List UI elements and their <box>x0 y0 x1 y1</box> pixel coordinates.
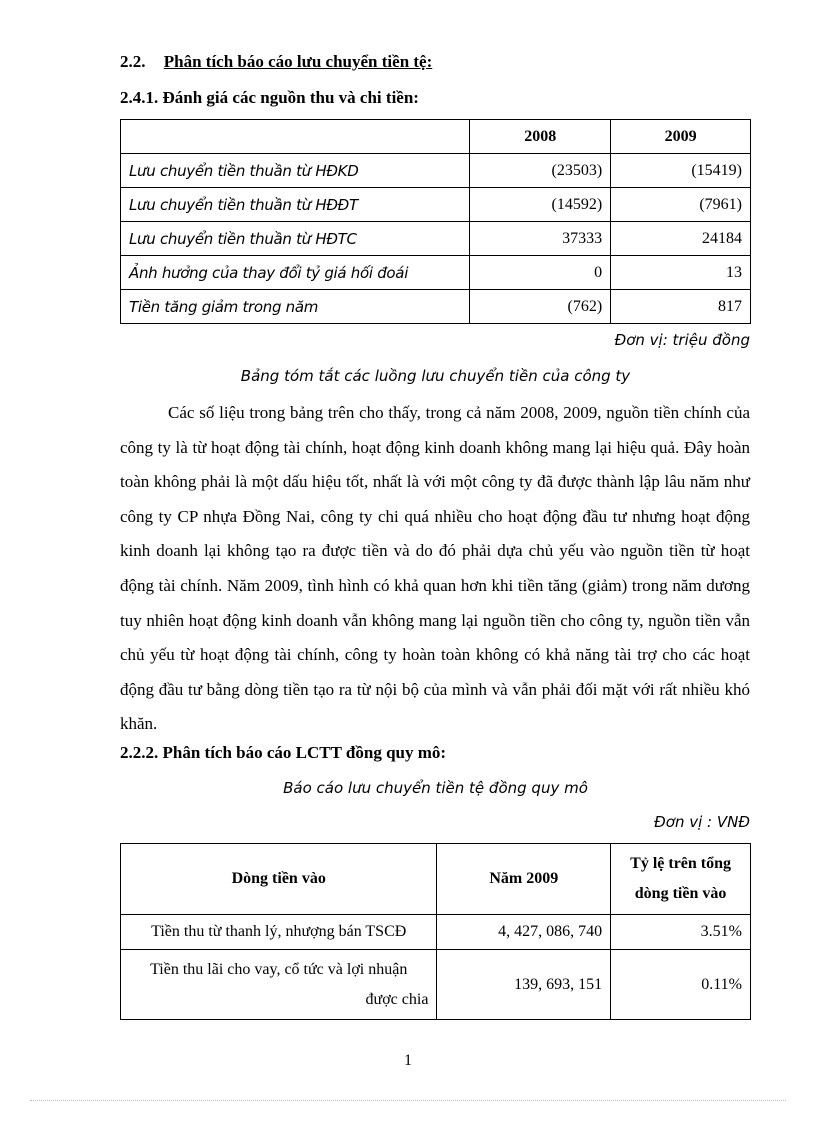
table-header-row <box>121 120 751 154</box>
row-label: Lưu chuyển tiền thuần từ HĐĐT <box>121 188 470 222</box>
row-label: Tiền tăng giảm trong năm <box>121 290 470 324</box>
ratio: 3.51% <box>611 915 751 950</box>
value-2008: (762) <box>470 290 611 324</box>
section-heading <box>120 52 432 72</box>
ratio: 0.11% <box>611 950 751 1020</box>
value-2008: 37333 <box>470 222 611 256</box>
table-row <box>121 950 751 1020</box>
row-label <box>121 950 437 1020</box>
subsection-heading-1: 2.4.1. Đánh giá các nguồn thu và chi tiền: <box>120 88 419 107</box>
header-line: Tỷ lệ trên tổng <box>630 855 732 872</box>
table2-caption: Báo cáo lưu chuyển tiền tệ đồng quy mô <box>283 779 588 797</box>
value-2009: 139, 693, 151 <box>437 950 611 1020</box>
value-2009: (7961) <box>611 188 751 222</box>
table-row <box>121 256 751 290</box>
table1-unit: Đơn vị: triệu đồng <box>614 331 750 349</box>
table-row <box>121 222 751 256</box>
table-header-row <box>121 844 751 915</box>
value-2008: 0 <box>470 256 611 290</box>
table-row <box>121 290 751 324</box>
row-label: Lưu chuyển tiền thuần từ HĐKD <box>121 154 470 188</box>
table-header-cell <box>611 844 751 915</box>
table-row <box>121 188 751 222</box>
value-2009: 4, 427, 086, 740 <box>437 915 611 950</box>
page-number: 1 <box>404 1052 412 1069</box>
table-row <box>121 915 751 950</box>
value-2009: 817 <box>611 290 751 324</box>
paragraph-text: Các số liệu trong bảng trên cho thấy, trong cả năm 2008, 2009, nguồn tiền chính của công ty là từ hoạt động tài chính, hoạt động kinh doanh không mang lại hiệu quả. Đây hoàn toàn không phải là một dấu hiệu tốt, nhất là với một công ty đã được thành lập lâu năm như công ty CP nhựa Đồng Nai, công ty chi quá nhiều cho hoạt động đầu tư nhưng hoạt động kinh doanh lại không tạo ra được tiền và do đó phải dựa chủ yếu vào nguồn tiền từ hoạt động tài chính. Năm 2009, tình hình có khả quan hơn khi tiền tăng (giảm) trong năm dương tuy nhiên hoạt động kinh doanh vẫn không mang lại nguồn tiền cho công ty, nguồn tiền vẫn chủ yếu từ hoạt động tài chính, công ty hoàn toàn không có khả năng tài trợ cho các hoạt động đầu tư bằng dòng tiền tạo ra từ nội bộ của mình và vẫn phải đối mặt với rất nhiều khó khăn. <box>120 403 750 734</box>
table-header-cell: 2009 <box>611 120 751 154</box>
value-2008: (14592) <box>470 188 611 222</box>
footer-divider <box>30 1100 786 1101</box>
row-label: Tiền thu từ thanh lý, nhượng bán TSCĐ <box>121 915 437 950</box>
value-2009: 24184 <box>611 222 751 256</box>
row-label: Lưu chuyển tiền thuần từ HĐTC <box>121 222 470 256</box>
analysis-paragraph <box>120 396 750 742</box>
value-2008: (23503) <box>470 154 611 188</box>
subsection-heading-2: 2.2.2. Phân tích báo cáo LCTT đồng quy mô: <box>120 743 447 762</box>
table-header-cell <box>121 120 470 154</box>
table-row <box>121 154 751 188</box>
row-label-line: được chia <box>365 990 429 1008</box>
section-title: Phân tích báo cáo lưu chuyển tiền tệ: <box>163 52 433 71</box>
value-2009: 13 <box>611 256 751 290</box>
header-line: dòng tiền vào <box>634 885 727 902</box>
table1-caption: Bảng tóm tắt các luồng lưu chuyển tiền của công ty <box>240 367 631 385</box>
table-header-cell: Năm 2009 <box>437 844 611 915</box>
cash-flow-summary-table <box>120 119 751 324</box>
table2-unit: Đơn vị : VNĐ <box>654 813 750 831</box>
section-number: 2.2. <box>120 52 146 71</box>
common-size-cash-flow-table <box>120 843 751 1020</box>
row-label: Ảnh hưởng của thay đổi tỷ giá hối đoái <box>121 256 470 290</box>
table-header-cell: Dòng tiền vào <box>121 844 437 915</box>
table-header-cell: 2008 <box>470 120 611 154</box>
row-label-line: Tiền thu lãi cho vay, cổ tức và lợi nhuận <box>150 960 408 978</box>
value-2009: (15419) <box>611 154 751 188</box>
